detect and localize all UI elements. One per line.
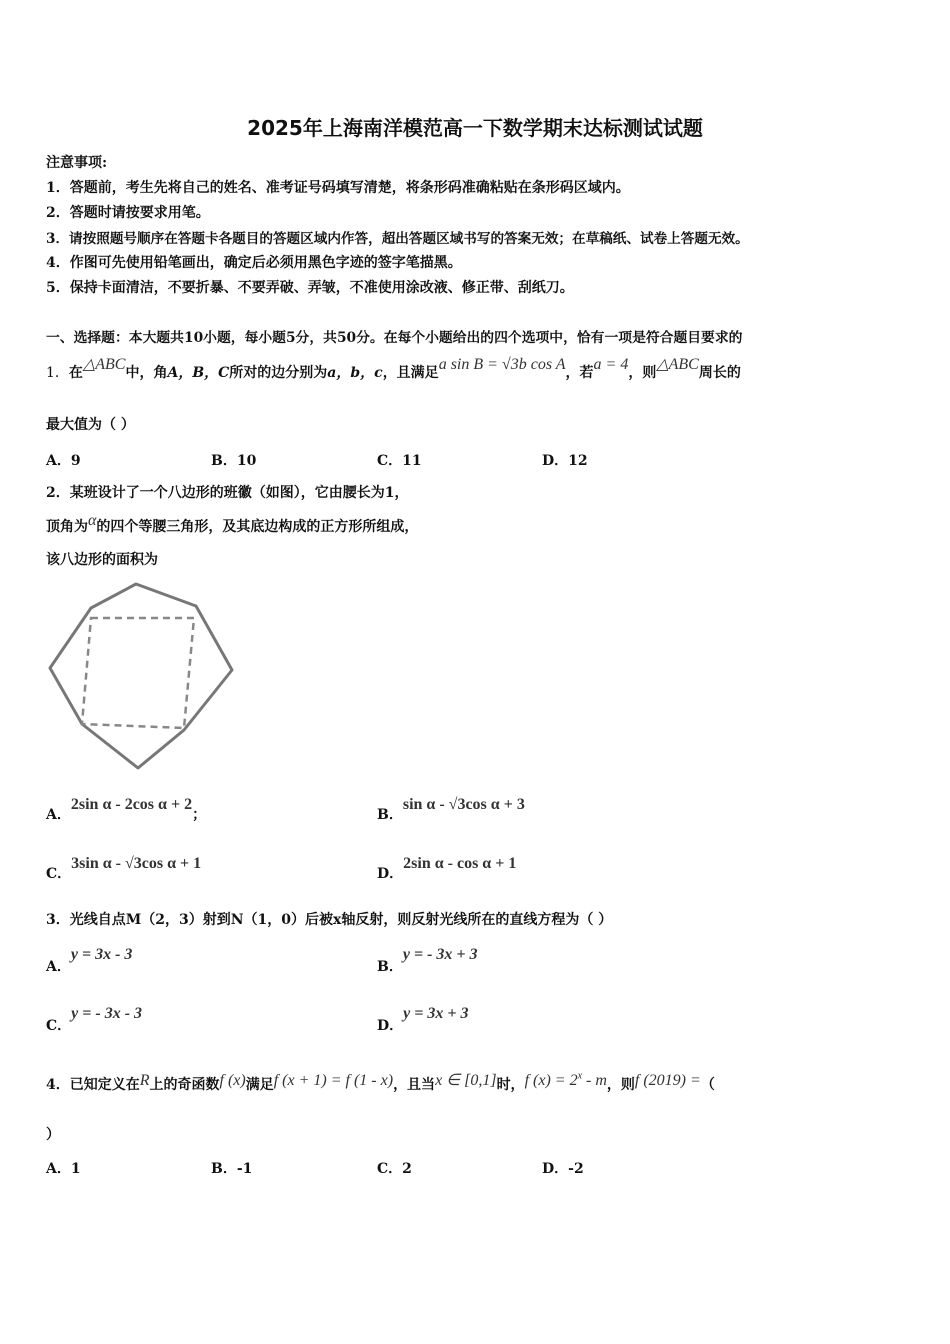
notice-item-4: 4．作图可先使用铅笔画出，确定后必须用黑色字迹的签字笔描黑。 — [46, 255, 462, 271]
option-label: A． — [46, 1161, 71, 1177]
q4-math-definition-exp: x — [577, 1070, 583, 1082]
option-label: A． — [46, 453, 71, 469]
q1-text-angles: A，B，C — [167, 365, 230, 381]
q4-math-f2019: f (2019) = — [634, 1072, 701, 1089]
q1-text-sides: a，b，c — [327, 365, 383, 381]
question-2-line-2 — [46, 512, 419, 536]
option-math: 2sin α - 2cos α + 2 — [70, 796, 193, 813]
option-label: B． — [211, 1161, 237, 1177]
q4-text-5: 时， — [496, 1077, 525, 1093]
q1-option-b — [211, 450, 256, 470]
option-text: 12 — [568, 453, 588, 469]
dashed-square — [82, 618, 194, 728]
q1-option-c — [377, 450, 422, 470]
option-math: 2sin α - cos α + 1 — [403, 855, 517, 872]
q3-option-b — [377, 946, 478, 976]
option-suffix: ； — [192, 807, 207, 823]
question-4-stem — [46, 1070, 715, 1094]
question-1-line-2: 最大值为（ ） — [46, 417, 135, 433]
notice-item-3: 3．请按照题号顺序在答题卡各题目的答题区域内作答，超出答题区域书写的答案无效；在草稿纸、试卷上答题无效。 — [46, 231, 749, 247]
q4-text-4: ，且当 — [393, 1077, 436, 1093]
octagon-badge-figure — [46, 578, 236, 778]
option-text: 9 — [70, 453, 81, 469]
option-label: B． — [211, 453, 237, 469]
option-label: C． — [377, 453, 403, 469]
question-1-stem — [46, 356, 741, 382]
q4-text-1: 4．已知定义在 — [46, 1077, 140, 1093]
octagon-outline — [50, 584, 232, 768]
q4-option-b — [211, 1158, 252, 1178]
q1-option-d — [542, 450, 588, 470]
q4-math-definition — [525, 1072, 607, 1089]
q4-math-symmetry: f (x + 1) = f (1 - x) — [273, 1072, 394, 1089]
notice-item-1: 1．答题前，考生先将自己的姓名、准考证号码填写清楚，将条形码准确粘贴在条形码区域内。 — [46, 180, 630, 196]
option-label: B． — [377, 959, 403, 975]
q2-text-a: 顶角为 — [46, 519, 88, 535]
q1-math-condition: a sin B = √3b cos A — [438, 356, 566, 373]
q4-option-c — [377, 1158, 412, 1178]
option-text: 10 — [236, 453, 257, 469]
q2-option-b — [377, 796, 525, 824]
q3-option-c — [46, 1005, 143, 1035]
q4-math-fx: f (x) — [219, 1072, 246, 1089]
q2-text-b: 的四个等腰三角形，及其底边构成的正方形所组成， — [96, 519, 419, 535]
q2-option-d — [377, 855, 517, 883]
q1-math-triangle: △ABC — [82, 356, 126, 373]
option-text: -2 — [568, 1161, 584, 1177]
option-label: C． — [46, 1018, 72, 1034]
option-text: 1 — [70, 1161, 81, 1177]
question-4-line-2: ） — [46, 1127, 60, 1143]
q1-math-a: a = 4 — [593, 356, 629, 373]
section-heading: 一、选择题：本大题共10小题，每小题5分，共50分。在每个小题给出的四个选项中，恰有一项是符合题目要求的 — [46, 330, 743, 346]
q1-text-2: 中，角 — [125, 365, 168, 381]
option-label: C． — [46, 866, 72, 882]
q1-text-9: 周长的 — [698, 365, 741, 381]
option-text: -1 — [236, 1161, 253, 1177]
q1-text-8: ，则 — [628, 365, 657, 381]
option-math: y = 3x + 3 — [403, 1005, 469, 1022]
option-math: sin α - √3cos α + 3 — [402, 796, 525, 813]
option-math: y = - 3x - 3 — [71, 1005, 143, 1022]
q2-option-c — [46, 855, 202, 883]
q1-text-6: ，且满足 — [382, 365, 439, 381]
page-title: 2025年上海南洋模范高一下数学期末达标测试试题 — [247, 116, 703, 140]
notice-item-5: 5．保持卡面清洁，不要折暴、不要弄破、弄皱，不准使用涂改液、修正带、刮纸刀。 — [46, 280, 574, 296]
q2-math-alpha: α — [88, 512, 97, 529]
question-2-line-3: 该八边形的面积为 — [46, 552, 158, 568]
notice-heading: 注意事项: — [46, 155, 108, 171]
option-label: C． — [377, 1161, 403, 1177]
q1-text-1: 在 — [68, 365, 83, 381]
question-3-stem: 3．光线自点M（2，3）射到N（1，0）后被x轴反射，则反射光线所在的直线方程为（ ） — [46, 912, 613, 928]
q3-option-d — [377, 1005, 469, 1035]
option-math: y = - 3x + 3 — [402, 946, 478, 963]
q2-option-a — [46, 796, 207, 824]
q4-math-definition-tail: - m — [582, 1072, 607, 1089]
option-label: A． — [46, 959, 71, 975]
q4-option-d — [542, 1158, 584, 1178]
q4-text-6: ，则 — [606, 1077, 635, 1093]
option-label: B． — [377, 807, 403, 823]
option-math: y = 3x - 3 — [70, 946, 133, 963]
option-label: D． — [542, 453, 569, 469]
q4-option-a — [46, 1158, 81, 1178]
q4-math-R: R — [139, 1072, 150, 1089]
option-text: 2 — [402, 1161, 412, 1177]
q1-math-triangle-2: △ABC — [656, 356, 699, 373]
option-label: D． — [542, 1161, 569, 1177]
q3-option-a — [46, 946, 133, 976]
question-1-number: 1． — [46, 365, 69, 381]
option-text: 11 — [402, 453, 422, 469]
option-label: D． — [377, 866, 404, 882]
q4-text-2: 上的奇函数 — [149, 1077, 220, 1093]
q1-option-a — [46, 450, 81, 470]
option-label: A． — [46, 807, 71, 823]
q1-text-4: 所对的边分别为 — [229, 365, 328, 381]
question-2-line-1: 2．某班设计了一个八边形的班徽（如图），它由腰长为1， — [46, 485, 409, 501]
q4-math-definition-base: f (x) = 2 — [524, 1072, 578, 1089]
q1-text-7: ，若 — [565, 365, 594, 381]
q4-text-3: 满足 — [245, 1077, 274, 1093]
notice-item-2: 2．答题时请按要求用笔。 — [46, 205, 210, 221]
q4-math-interval: x ∈ [0,1] — [435, 1072, 497, 1089]
q4-text-7: （ — [700, 1077, 715, 1093]
option-math: 3sin α - √3cos α + 1 — [71, 855, 202, 872]
option-label: D． — [377, 1018, 404, 1034]
